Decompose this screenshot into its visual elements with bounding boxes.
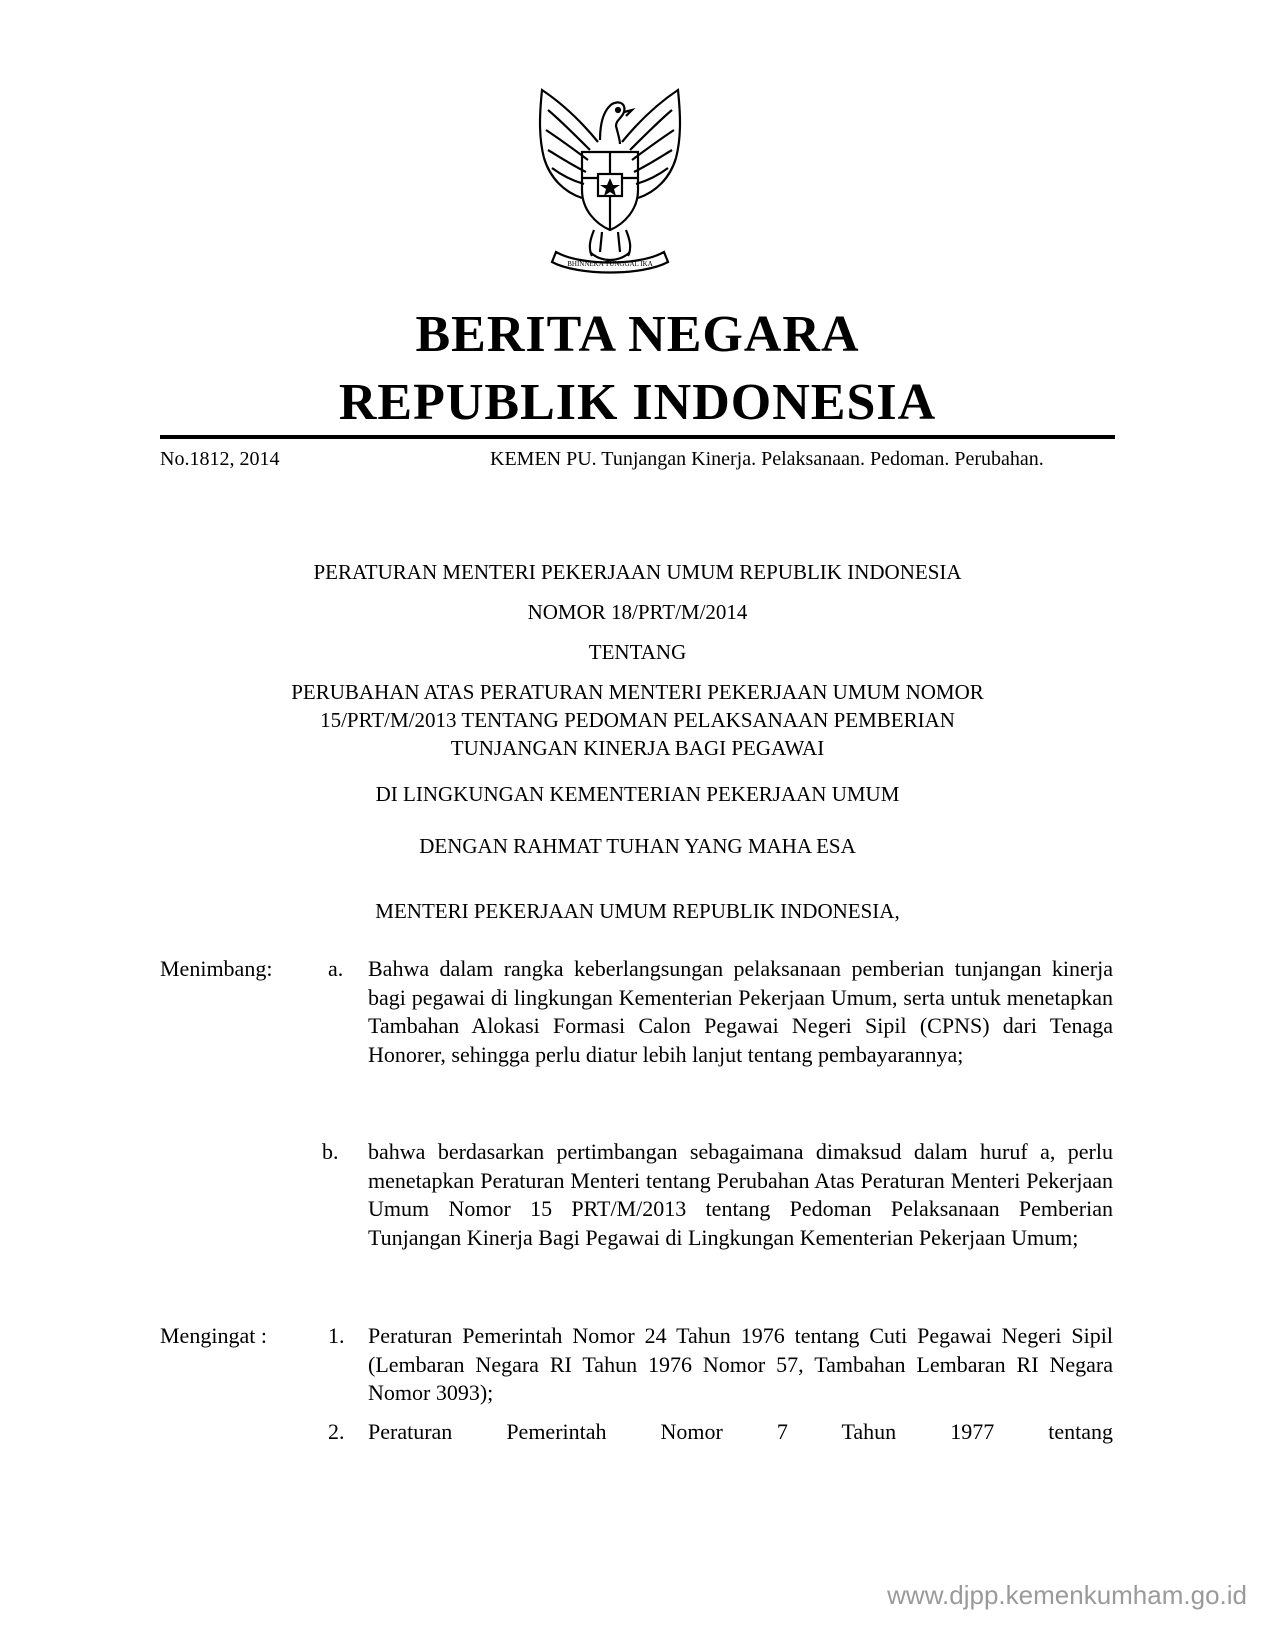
regulation-heading: PERATURAN MENTERI PEKERJAAN UMUM REPUBLIK INDONESIA xyxy=(313,560,962,584)
regulation-about: TENTANG xyxy=(588,640,687,664)
masthead-divider xyxy=(160,435,1115,439)
menimbang-item-marker: b. xyxy=(322,1139,339,1164)
gazette-number: No.1812, 2014 xyxy=(160,448,280,470)
mengingat-item-text: Peraturan Pemerintah Nomor 24 Tahun 1976 tentang Cuti Pegawai Negeri Sipil (Lembaran Negara RI Tahun 1976 Nomor 57, Tambahan Lembaran RI Negara Nomor 3093); xyxy=(368,1323,1113,1406)
menimbang-label: Menimbang: xyxy=(160,956,273,981)
menimbang-item-marker: a. xyxy=(328,956,344,981)
source-watermark: www.djpp.kemenkumham.go.id xyxy=(887,1580,1247,1610)
regulation-title xyxy=(160,678,1115,762)
mengingat-item-marker: 1. xyxy=(328,1323,345,1348)
emblem-motto: BHINNEKA TUNGGAL IKA xyxy=(567,260,653,268)
menimbang-item-text: bahwa berdasarkan pertimbangan sebagaimana dimaksud dalam huruf a, perlu menetapkan Peraturan Menteri tentang Perubahan Atas Peraturan Menteri Pekerjaan Umum Nomor 15 PRT/M/2013 tentang Pedoman Pelaksanaan Pemberian Tunjangan Kinerja Bagi Pegawai di Lingkungan Kementerian Pekerjaan Umum; xyxy=(368,1139,1113,1250)
regulation-number: NOMOR 18/PRT/M/2014 xyxy=(527,600,748,624)
masthead-title-line1: BERITA NEGARA xyxy=(415,306,860,363)
regulation-invocation: DENGAN RAHMAT TUHAN YANG MAHA ESA xyxy=(419,834,856,858)
mengingat-item-marker: 2. xyxy=(328,1419,345,1444)
masthead-title-line2: REPUBLIK INDONESIA xyxy=(338,374,937,431)
regulation-title-line1: PERUBAHAN ATAS PERATURAN MENTERI PEKERJAAN UMUM NOMOR xyxy=(291,680,984,704)
mengingat-label: Mengingat : xyxy=(160,1323,267,1348)
regulation-title-line2: 15/PRT/M/2013 TENTANG PEDOMAN PELAKSANAAN PEMBERIAN xyxy=(320,708,955,732)
regulation-scope: DI LINGKUNGAN KEMENTERIAN PEKERJAAN UMUM xyxy=(375,782,900,806)
regulation-authority: MENTERI PEKERJAAN UMUM REPUBLIK INDONESIA, xyxy=(375,899,900,923)
menimbang-item-text: Bahwa dalam rangka keberlangsungan pelaksanaan pemberian tunjangan kinerja bagi pegawai di lingkungan Kementerian Pekerjaan Umum, serta untuk menetapkan Tambahan Alokasi Formasi Calon Pegawai Negeri Sipil (CPNS) dari Tenaga Honorer, sehingga perlu diatur lebih lanjut tentang pembayarannya; xyxy=(368,956,1113,1067)
gazette-description: KEMEN PU. Tunjangan Kinerja. Pelaksanaan. Pedoman. Perubahan. xyxy=(490,448,1044,470)
mengingat-item-text: Peraturan Pemerintah Nomor 7 Tahun 1977 tentang xyxy=(368,1419,1113,1444)
regulation-title-line3: TUNJANGAN KINERJA BAGI PEGAWAI xyxy=(450,736,825,760)
garuda-emblem-icon xyxy=(520,80,700,280)
